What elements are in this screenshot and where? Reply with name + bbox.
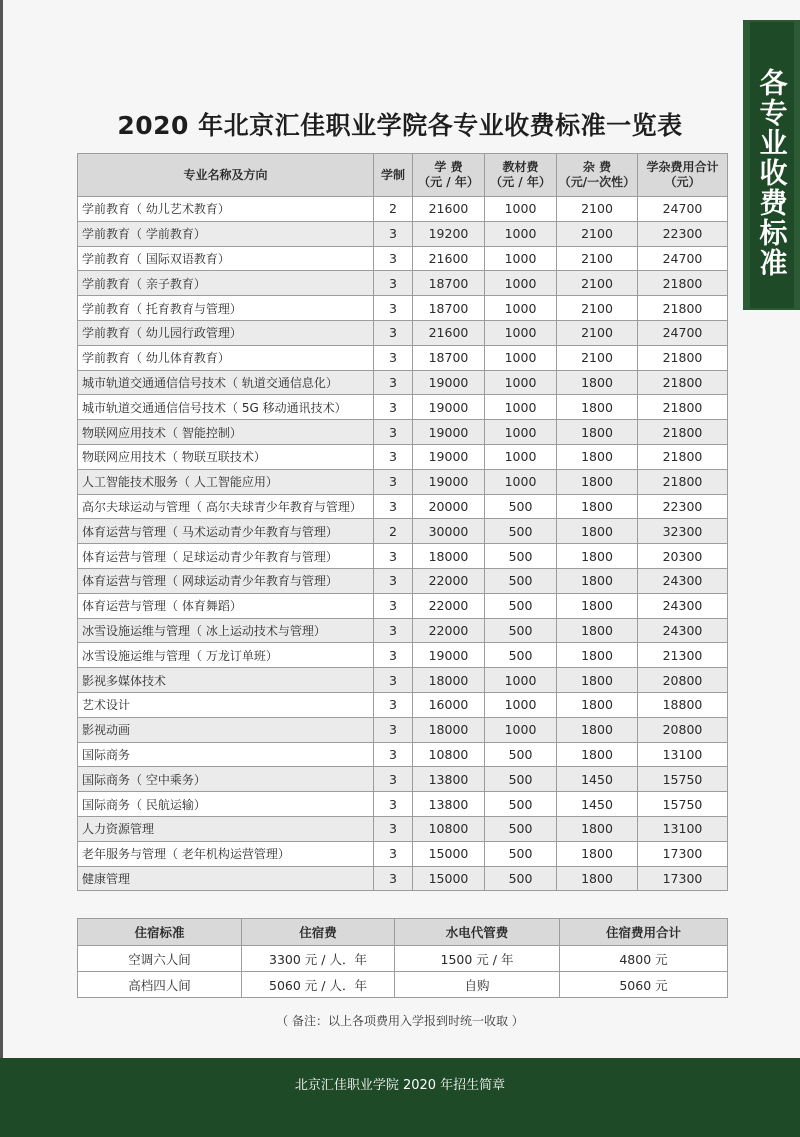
cell-misc: 1800 [557,420,638,445]
cell-tuition: 18700 [413,271,485,296]
dorm-header-standard: 住宿标准 [78,919,242,946]
cell-total: 21300 [638,643,728,668]
cell-books: 500 [485,792,557,817]
header-misc-line1: 杂 费 [582,160,612,174]
table-row [78,246,728,271]
cell-name: 国际商务（ 空中乘务） [78,767,374,792]
cell-misc: 1800 [557,469,638,494]
header-years: 学制 [374,154,413,197]
table-row [78,717,728,742]
cell-name: 学前教育（ 托育教育与管理） [78,296,374,321]
cell-name: 学前教育（ 亲子教育） [78,271,374,296]
header-tuition-line2: （元 / 年） [418,175,479,189]
table-row [78,692,728,717]
cell-name: 学前教育（ 学前教育） [78,221,374,246]
cell-books: 500 [485,816,557,841]
header-total-line2: （元） [664,175,701,189]
cell-tuition: 19000 [413,395,485,420]
table-row [78,469,728,494]
cell-name: 城市轨道交通通信信号技术（ 轨道交通信息化） [78,370,374,395]
cell-total: 21800 [638,469,728,494]
side-tab-panel [750,22,794,308]
cell-tuition: 15000 [413,866,485,891]
cell-years: 3 [374,792,413,817]
cell-books: 1000 [485,668,557,693]
cell-books: 500 [485,494,557,519]
header-misc-line2: （元/一次性） [558,175,636,189]
cell-dorm-total: 5060 元 [560,972,728,998]
cell-name: 体育运营与管理（ 马术运动青少年教育与管理） [78,519,374,544]
cell-tuition: 19000 [413,370,485,395]
cell-years: 3 [374,469,413,494]
cell-years: 3 [374,568,413,593]
cell-misc: 1800 [557,668,638,693]
cell-total: 22300 [638,494,728,519]
dorm-table-header [78,919,728,946]
cell-total: 24700 [638,320,728,345]
page-title: 2020 年北京汇佳职业学院各专业收费标准一览表 [117,111,683,140]
cell-misc: 1800 [557,519,638,544]
table-row [78,972,728,998]
cell-name: 影视多媒体技术 [78,668,374,693]
table-row [78,816,728,841]
cell-years: 3 [374,494,413,519]
cell-books: 1000 [485,692,557,717]
cell-total: 17300 [638,866,728,891]
dorm-table-body [78,946,728,998]
header-books-line1: 教材费 [502,160,539,174]
fee-table-body [78,197,728,891]
cell-total: 24300 [638,593,728,618]
cell-tuition: 18000 [413,668,485,693]
cell-books: 500 [485,767,557,792]
cell-misc: 1800 [557,568,638,593]
cell-years: 3 [374,296,413,321]
cell-tuition: 15000 [413,841,485,866]
cell-books: 500 [485,593,557,618]
cell-tuition: 18700 [413,296,485,321]
cell-name: 冰雪设施运维与管理（ 万龙订单班） [78,643,374,668]
header-name: 专业名称及方向 [78,154,374,197]
cell-dorm-utility: 自购 [395,972,560,998]
cell-dorm-standard: 高档四人间 [78,972,242,998]
cell-name: 体育运营与管理（ 足球运动青少年教育与管理） [78,544,374,569]
cell-years: 3 [374,370,413,395]
cell-tuition: 20000 [413,494,485,519]
cell-books: 500 [485,618,557,643]
cell-books: 1000 [485,296,557,321]
cell-years: 3 [374,544,413,569]
cell-books: 1000 [485,420,557,445]
cell-name: 老年服务与管理（ 老年机构运营管理） [78,841,374,866]
cell-misc: 1800 [557,593,638,618]
cell-years: 3 [374,593,413,618]
cell-misc: 1800 [557,717,638,742]
table-row [78,668,728,693]
cell-misc: 2100 [557,271,638,296]
cell-dorm-fee: 3300 元 / 人．年 [242,946,395,972]
cell-name: 学前教育（ 幼儿艺术教育） [78,197,374,222]
cell-years: 3 [374,271,413,296]
cell-misc: 2100 [557,197,638,222]
cell-tuition: 22000 [413,618,485,643]
cell-misc: 1800 [557,494,638,519]
cell-books: 1000 [485,444,557,469]
cell-total: 24300 [638,618,728,643]
cell-books: 1000 [485,320,557,345]
cell-books: 500 [485,742,557,767]
cell-name: 学前教育（ 幼儿体育教育） [78,345,374,370]
cell-total: 13100 [638,816,728,841]
header-books-line2: （元 / 年） [490,175,551,189]
table-row [78,395,728,420]
header-tuition [413,154,485,197]
cell-years: 3 [374,345,413,370]
table-row [78,742,728,767]
cell-years: 3 [374,816,413,841]
cell-misc: 1800 [557,742,638,767]
cell-years: 3 [374,866,413,891]
cell-dorm-fee: 5060 元 / 人．年 [242,972,395,998]
cell-total: 24700 [638,246,728,271]
cell-name: 城市轨道交通通信信号技术（ 5G 移动通讯技术） [78,395,374,420]
cell-years: 3 [374,717,413,742]
table-row [78,444,728,469]
table-row [78,618,728,643]
cell-misc: 1800 [557,544,638,569]
table-row [78,767,728,792]
cell-misc: 1800 [557,395,638,420]
table-row [78,946,728,972]
cell-total: 17300 [638,841,728,866]
page-edge [0,0,3,1137]
cell-misc: 1800 [557,643,638,668]
table-row [78,841,728,866]
cell-tuition: 18700 [413,345,485,370]
table-row [78,320,728,345]
cell-books: 500 [485,841,557,866]
cell-tuition: 13800 [413,792,485,817]
footer-bar [0,1058,800,1137]
table-row [78,593,728,618]
cell-tuition: 10800 [413,742,485,767]
fee-note: （ 备注：以上各项费用入学报到时统一收取 ） [276,1014,524,1028]
cell-years: 3 [374,395,413,420]
cell-tuition: 18000 [413,544,485,569]
cell-books: 1000 [485,246,557,271]
cell-name: 健康管理 [78,866,374,891]
cell-misc: 1800 [557,866,638,891]
cell-books: 500 [485,544,557,569]
cell-name: 影视动画 [78,717,374,742]
table-row [78,792,728,817]
cell-tuition: 19000 [413,643,485,668]
cell-years: 3 [374,444,413,469]
table-row [78,643,728,668]
cell-misc: 1450 [557,792,638,817]
dorm-header-utility: 水电代管费 [395,919,560,946]
header-total-line1: 学杂费用合计 [646,160,719,174]
cell-tuition: 19000 [413,469,485,494]
cell-tuition: 22000 [413,568,485,593]
cell-tuition: 22000 [413,593,485,618]
cell-years: 3 [374,742,413,767]
cell-books: 500 [485,866,557,891]
cell-books: 1000 [485,345,557,370]
header-books [485,154,557,197]
cell-misc: 2100 [557,221,638,246]
header-misc [557,154,638,197]
cell-years: 3 [374,767,413,792]
cell-name: 国际商务 [78,742,374,767]
table-row [78,221,728,246]
cell-years: 3 [374,841,413,866]
cell-books: 1000 [485,221,557,246]
cell-tuition: 13800 [413,767,485,792]
cell-misc: 1800 [557,692,638,717]
cell-misc: 2100 [557,320,638,345]
cell-tuition: 19000 [413,444,485,469]
cell-books: 1000 [485,469,557,494]
cell-total: 21800 [638,296,728,321]
table-row [78,494,728,519]
cell-books: 500 [485,643,557,668]
cell-books: 1000 [485,717,557,742]
cell-misc: 2100 [557,296,638,321]
cell-total: 24300 [638,568,728,593]
cell-years: 3 [374,618,413,643]
cell-tuition: 21600 [413,246,485,271]
cell-name: 人力资源管理 [78,816,374,841]
cell-dorm-standard: 空调六人间 [78,946,242,972]
table-row [78,197,728,222]
cell-name: 冰雪设施运维与管理（ 冰上运动技术与管理） [78,618,374,643]
side-tab-label: 各专业收费标准 [755,68,789,278]
cell-name: 物联网应用技术（ 智能控制） [78,420,374,445]
cell-total: 21800 [638,395,728,420]
cell-name: 学前教育（ 幼儿园行政管理） [78,320,374,345]
cell-total: 21800 [638,345,728,370]
cell-dorm-total: 4800 元 [560,946,728,972]
header-total [638,154,728,197]
cell-years: 3 [374,692,413,717]
cell-misc: 1800 [557,370,638,395]
cell-tuition: 19000 [413,420,485,445]
cell-total: 21800 [638,370,728,395]
table-row [78,420,728,445]
cell-misc: 1800 [557,816,638,841]
dorm-header-total: 住宿费用合计 [560,919,728,946]
cell-years: 2 [374,197,413,222]
cell-misc: 1800 [557,444,638,469]
side-tab [743,20,800,310]
cell-years: 3 [374,643,413,668]
cell-tuition: 21600 [413,320,485,345]
cell-years: 2 [374,519,413,544]
cell-total: 15750 [638,767,728,792]
cell-name: 艺术设计 [78,692,374,717]
cell-total: 13100 [638,742,728,767]
cell-misc: 2100 [557,345,638,370]
header-tuition-line1: 学 费 [434,160,463,174]
cell-misc: 1800 [557,841,638,866]
cell-total: 20800 [638,668,728,693]
cell-name: 物联网应用技术（ 物联互联技术） [78,444,374,469]
cell-tuition: 18000 [413,717,485,742]
cell-books: 1000 [485,370,557,395]
cell-total: 21800 [638,271,728,296]
table-row [78,544,728,569]
cell-name: 人工智能技术服务（ 人工智能应用） [78,469,374,494]
cell-name: 高尔夫球运动与管理（ 高尔夫球青少年教育与管理） [78,494,374,519]
dorm-table [77,918,728,998]
cell-name: 体育运营与管理（ 网球运动青少年教育与管理） [78,568,374,593]
cell-total: 21800 [638,444,728,469]
cell-total: 32300 [638,519,728,544]
cell-total: 20800 [638,717,728,742]
cell-books: 500 [485,519,557,544]
table-row [78,296,728,321]
cell-misc: 1800 [557,618,638,643]
table-row [78,519,728,544]
cell-books: 1000 [485,395,557,420]
cell-name: 学前教育（ 国际双语教育） [78,246,374,271]
footer-text: 北京汇佳职业学院 2020 年招生简章 [294,1078,506,1093]
dorm-header-fee: 住宿费 [242,919,395,946]
cell-tuition: 30000 [413,519,485,544]
cell-tuition: 19200 [413,221,485,246]
cell-years: 3 [374,420,413,445]
cell-total: 15750 [638,792,728,817]
table-row [78,568,728,593]
table-row [78,271,728,296]
fee-table-header [78,154,728,197]
cell-misc: 1450 [557,767,638,792]
cell-years: 3 [374,221,413,246]
cell-books: 1000 [485,271,557,296]
cell-name: 体育运营与管理（ 体育舞蹈） [78,593,374,618]
cell-years: 3 [374,246,413,271]
table-row [78,866,728,891]
cell-misc: 2100 [557,246,638,271]
cell-tuition: 10800 [413,816,485,841]
cell-books: 500 [485,568,557,593]
cell-total: 18800 [638,692,728,717]
cell-total: 24700 [638,197,728,222]
table-row [78,370,728,395]
table-row [78,345,728,370]
cell-tuition: 16000 [413,692,485,717]
cell-total: 21800 [638,420,728,445]
cell-total: 20300 [638,544,728,569]
cell-dorm-utility: 1500 元 / 年 [395,946,560,972]
cell-years: 3 [374,668,413,693]
cell-total: 22300 [638,221,728,246]
cell-years: 3 [374,320,413,345]
fee-table [77,153,728,891]
cell-tuition: 21600 [413,197,485,222]
cell-books: 1000 [485,197,557,222]
cell-name: 国际商务（ 民航运输） [78,792,374,817]
